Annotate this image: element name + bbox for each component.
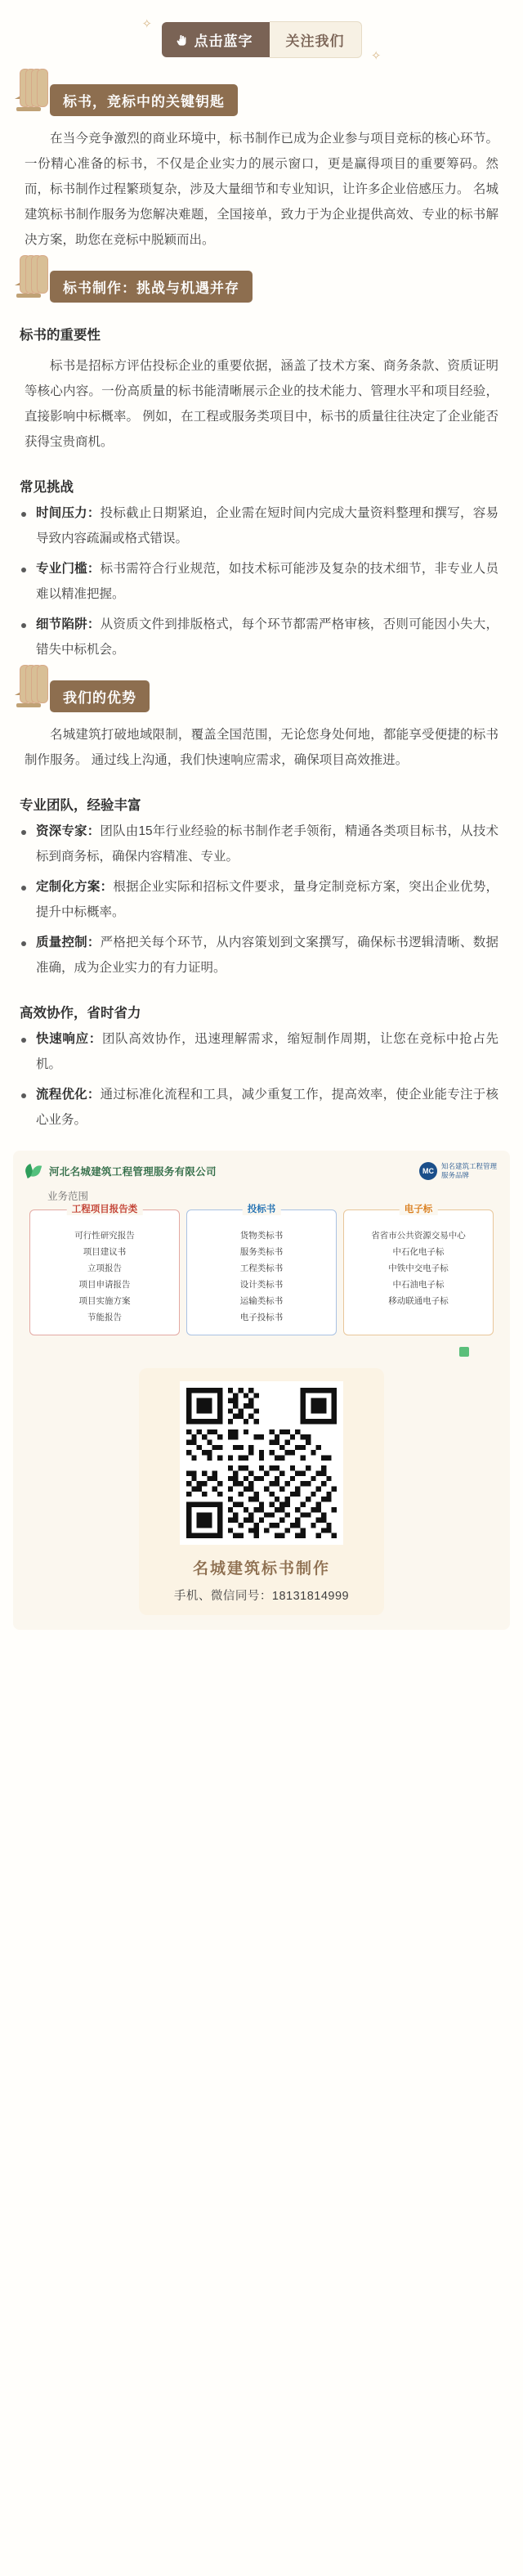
list-item: 省省市公共资源交易中心 (371, 1231, 466, 1241)
qr-code[interactable] (180, 1381, 343, 1545)
list-item: 项目实施方案 (78, 1295, 131, 1306)
list-item (34, 612, 498, 662)
scope-column-reports (29, 1205, 180, 1335)
building-icon (15, 275, 42, 299)
list-item-text: 标书需符合行业规范，如技术标可能涉及复杂的技术细节，非专业人员难以精准把握。 (36, 562, 498, 601)
list-item-text: 严格把关每个环节，从内容策划到文案撰写，确保标书逻辑清晰、数据准确，成为企业实力的有力证明。 (36, 936, 498, 975)
list-item (34, 1026, 498, 1077)
list-item: 中石化电子标 (392, 1246, 445, 1257)
scope-item-list (190, 1228, 333, 1326)
list-item: 项目申请报告 (78, 1279, 131, 1290)
importance-paragraph: 标书是招标方评估投标企业的重要依据，涵盖了技术方案、商务条款、资质证明等核心内容。一份高质量的标书能清晰展示企业的技术能力、管理水平和项目经验，直接影响中标概率。 例如，在工程或服务类项目中，标书的质量往往决定了企业能否获得宝贵商机。 (25, 359, 498, 449)
click-blue-button[interactable] (162, 22, 270, 57)
building-icon (15, 88, 42, 113)
list-item-lead: 资深专家： (36, 824, 101, 838)
section-1-paragraph: 在当今竞争激烈的商业环境中，标书制作已成为企业参与项目竞标的核心环节。一份精心准备的标书，不仅是企业实力的展示窗口，更是赢得项目的重要筹码。然而，标书制作过程繁琐复杂，涉及大量细节和专业知识，让许多企业倍感压力。 名城建筑标书制作服务为您解决难题，全国接单，致力于为企业提供高效、专业的标书解决方案，助您在竞标中脱颖而出。 (25, 132, 498, 247)
company-identity (25, 1162, 217, 1180)
list-item (34, 556, 498, 607)
company-card-header (25, 1162, 498, 1180)
follow-us-button[interactable] (270, 21, 362, 58)
qr-block (139, 1368, 384, 1615)
click-blue-label: 点击蓝字 (194, 34, 253, 49)
list-item (34, 930, 498, 981)
follow-banner (0, 0, 523, 66)
list-item: 可行性研究报告 (74, 1231, 135, 1241)
section-header-2 (15, 271, 523, 303)
section-title-2: 标书制作：挑战与机遇并存 (50, 271, 253, 303)
green-leaf-icon (25, 1162, 42, 1180)
list-item: 服务类标书 (239, 1246, 284, 1257)
list-item (34, 1082, 498, 1133)
list-item (34, 819, 498, 869)
business-scope-label: 业务范围 (47, 1191, 89, 1202)
sparkle-icon: ✧ (141, 17, 153, 31)
section-header-3 (15, 680, 523, 712)
list-item-lead: 快速响应： (36, 1032, 102, 1046)
list-item-lead: 流程优化： (36, 1088, 101, 1102)
company-badge (419, 1162, 498, 1180)
list-item: 电子投标书 (239, 1312, 284, 1322)
subheading-challenges: 常见挑战 (20, 480, 74, 495)
scope-column-title: 投标书 (243, 1202, 281, 1215)
list-item-lead: 质量控制： (36, 936, 101, 949)
scope-column-title: 工程项目报告类 (67, 1202, 143, 1215)
section-header-1 (15, 84, 523, 116)
list-item-text: 团队高效协作，迅速理解需求，缩短制作周期，让您在竞标中抢占先机。 (36, 1032, 498, 1071)
subheading-importance: 标书的重要性 (20, 328, 101, 343)
decorative-square (459, 1347, 469, 1357)
list-item-text: 根据企业实际和招标文件要求，量身定制竞标方案，突出企业优势，提升中标概率。 (36, 880, 498, 919)
follow-banner-inner (141, 17, 382, 63)
pointing-hand-icon (175, 33, 189, 47)
advantages-intro: 名城建筑打破地域限制，覆盖全国范围，无论您身处何地，都能享受便捷的标书制作服务。 通过线上沟通，我们快速响应需求，确保项目高效推进。 (25, 728, 498, 767)
efficiency-list (34, 1026, 498, 1133)
company-name: 河北名城建筑工程管理服务有限公司 (49, 1166, 217, 1178)
list-item: 立项报告 (87, 1263, 122, 1273)
business-scope-columns (25, 1205, 498, 1335)
subheading-efficiency: 高效协作，省时省力 (20, 1006, 141, 1021)
list-item: 项目建议书 (83, 1246, 127, 1257)
list-item: 工程类标书 (239, 1263, 284, 1273)
list-item-lead: 时间压力： (36, 506, 101, 520)
list-item-lead: 专业门槛： (36, 562, 101, 576)
list-item: 货物类标书 (239, 1231, 284, 1241)
list-item: 设计类标书 (239, 1279, 284, 1290)
brand-name: 名城建筑标书制作 (192, 1560, 330, 1577)
list-item-text: 从资质文件到排版格式，每个环节都需严格审核，否则可能因小失大，错失中标机会。 (36, 617, 498, 657)
list-item-text: 投标截止日期紧迫，企业需在短时间内完成大量资料整理和撰写，容易导致内容疏漏或格式错误。 (36, 506, 498, 545)
list-item (34, 874, 498, 925)
list-item: 运输类标书 (239, 1295, 284, 1306)
list-item-text: 团队由15年行业经验的标书制作老手领衔，精通各类项目标书，从技术标到商务标，确保内容精准、专业。 (36, 824, 498, 864)
list-item: 中石油电子标 (392, 1279, 445, 1290)
list-item: 移动联通电子标 (388, 1295, 449, 1306)
list-item-lead: 定制化方案： (36, 880, 114, 894)
scope-item-list (34, 1228, 176, 1326)
section-title-3: 我们的优势 (50, 680, 150, 712)
badge-initials-icon: MC (419, 1162, 437, 1180)
list-item: 中铁中交电子标 (388, 1263, 449, 1273)
list-item-lead: 细节陷阱： (36, 617, 101, 631)
company-card (13, 1151, 510, 1630)
section-title-1: 标书，竞标中的关键钥匙 (50, 84, 238, 116)
scope-column-bids (186, 1205, 337, 1335)
team-list (34, 819, 498, 981)
sparkle-icon: ✧ (370, 49, 382, 63)
bottom-spacer (0, 1630, 523, 1649)
challenges-list (34, 500, 498, 662)
subheading-team: 专业团队，经验丰富 (20, 798, 141, 813)
scope-column-title: 电子标 (400, 1202, 438, 1215)
scope-item-list (347, 1228, 489, 1310)
contact-info: 手机、微信同号：18131814999 (173, 1589, 350, 1603)
building-icon (15, 684, 42, 709)
badge-text: 知名建筑工程管理服务品牌 (441, 1162, 498, 1179)
list-item: 节能报告 (87, 1312, 122, 1322)
scope-column-electronic (343, 1205, 494, 1335)
list-item-text: 通过标准化流程和工具，减少重复工作，提高效率，使企业能专注于核心业务。 (36, 1088, 498, 1127)
follow-us-label: 关注我们 (285, 34, 345, 49)
list-item (34, 500, 498, 551)
